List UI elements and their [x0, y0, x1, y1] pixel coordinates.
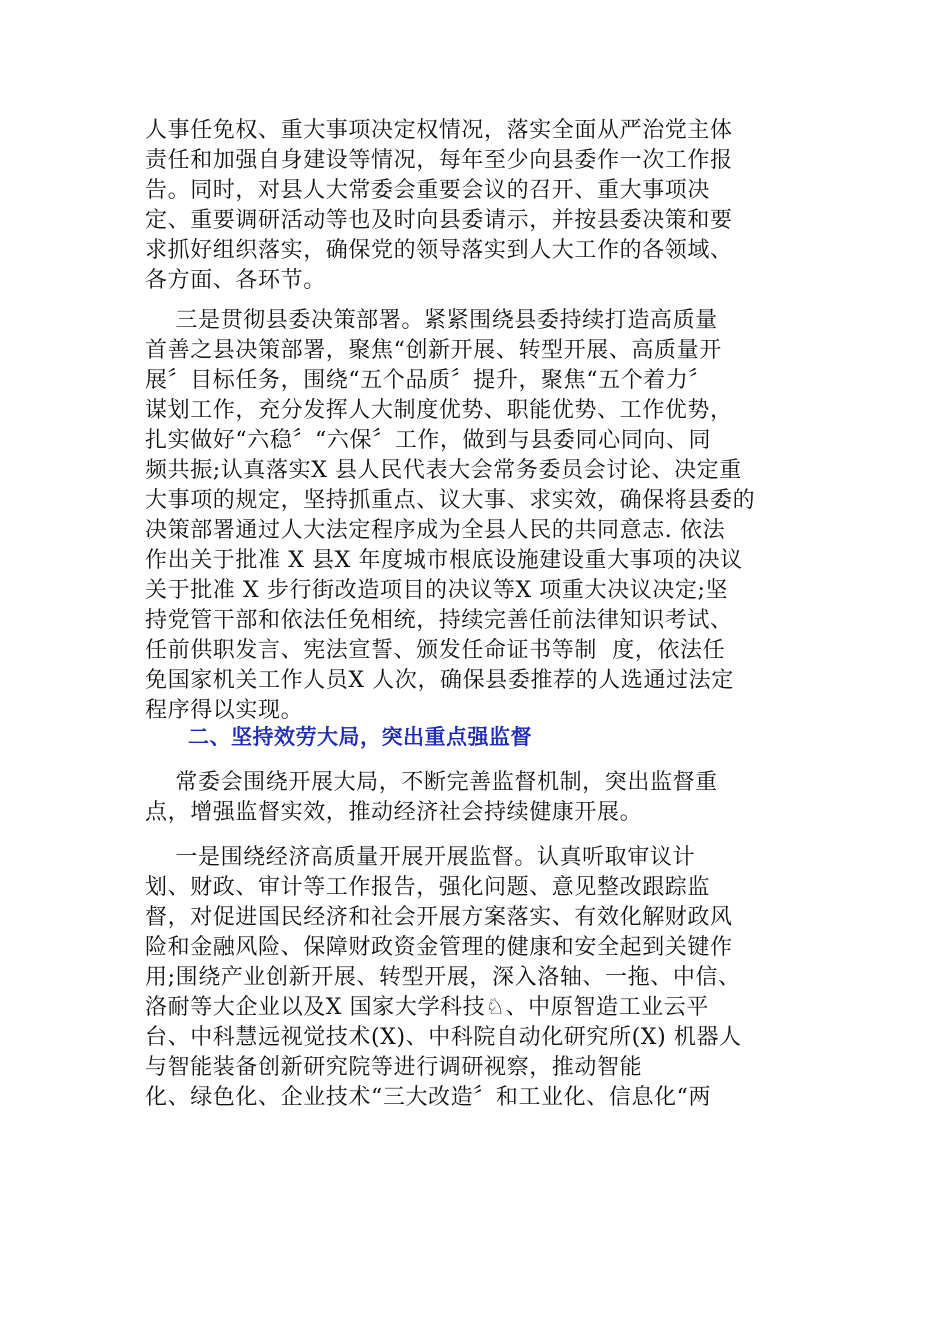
paragraph-2-line: 大事项的规定，坚持抓重点、议大事、求实效，确保将县委的: [145, 488, 756, 513]
paragraph-2-line: 决策部署通过人大法定程序成为全县人民的共同意志. 依法: [145, 518, 726, 543]
paragraph-2-line: 作出关于批准 X 县X 年度城市根底设施建设重大事项的决议: [145, 548, 743, 573]
paragraph-4-line: 险和金融风险、保障财政资金管理的健康和安全起到关键作: [145, 935, 733, 960]
paragraph-3-line: 常委会围绕开展大局，不断完善监督机制，突出监督重: [145, 770, 718, 795]
paragraph-2-line: 免国家机关工作人员X 人次，确保县委推荐的人选通过法定: [145, 668, 734, 693]
paragraph-2-line: 程序得以实现。: [145, 698, 304, 723]
paragraph-1-line: 各方面、各环节。: [145, 268, 326, 293]
paragraph-2-line: 首善之县决策部署，聚焦“创新开展、转型开展、高质量开: [145, 338, 722, 363]
paragraph-2-line: 任前供职发言、宪法宣誓、颁发任命证书等制 度，依法任: [145, 638, 726, 663]
paragraph-4-line: 划、财政、审计等工作报告，强化问题、意见整改跟踪监: [145, 875, 711, 900]
paragraph-2-line: 三是贯彻县委决策部署。紧紧围绕县委持续打造高质量: [145, 308, 718, 333]
paragraph-1-line: 求抓好组织落实，确保党的领导落实到人大工作的各领域、: [145, 238, 733, 263]
paragraph-3-line: 点，增强监督实效，推动经济社会持续健康开展。: [145, 800, 643, 825]
paragraph-4-line: 用;围绕产业创新开展、转型开展，深入洛轴、一拖、中信、: [145, 965, 741, 990]
paragraph-2-line: 展〞目标任务，围绕“五个品质〞提升，聚焦“五个着力〞: [145, 368, 712, 393]
paragraph-2-line: 频共振;认真落实X 县人民代表大会常务委员会讨论、决定重: [145, 458, 742, 483]
paragraph-4-line: 与智能装备创新研究院等进行调研视察，推动智能: [145, 1055, 643, 1080]
paragraph-4-line: 一是围绕经济高质量开展开展监督。认真听取审议计: [145, 845, 696, 870]
paragraph-4-line: 化、绿色化、企业技术“三大改造〞和工业化、信息化“两: [145, 1085, 712, 1110]
paragraph-4-line: 督，对促进国民经济和社会开展方案落实、有效化解财政风: [145, 905, 733, 930]
section-heading: 二、坚持效劳大局，突出重点强监督: [188, 725, 532, 749]
paragraph-2-line: 持党管干部和依法任免相统，持续完善任前法律知识考试、: [145, 608, 733, 633]
paragraph-2-line: 关于批准 X 步行街改造项目的决议等X 项重大决议决定;坚: [145, 578, 729, 603]
paragraph-2-line: 谋划工作，充分发挥人大制度优势、职能优势、工作优势，: [145, 398, 733, 423]
paragraph-1-line: 定、重要调研活动等也及时向县委请示，并按县委决策和要: [145, 208, 733, 233]
paragraph-1-line: 人事任免权、重大事项决定权情况，落实全面从严治党主体: [145, 118, 733, 143]
paragraph-1-line: 告。同时，对县人大常委会重要会议的召开、重大事项决: [145, 178, 711, 203]
paragraph-4-line: 洛耐等大企业以及X 国家大学科技♘、中原智造工业云平: [145, 995, 709, 1020]
paragraph-2-line: 扎实做好“六稳〞“六保〞工作，做到与县委同心同向、同: [145, 428, 712, 453]
paragraph-1-line: 责任和加强自身建设等情况，每年至少向县委作一次工作报: [145, 148, 733, 173]
paragraph-4-line: 台、中科慧远视觉技术(X)、中科院自动化研究所(X) 机器人: [145, 1025, 742, 1050]
